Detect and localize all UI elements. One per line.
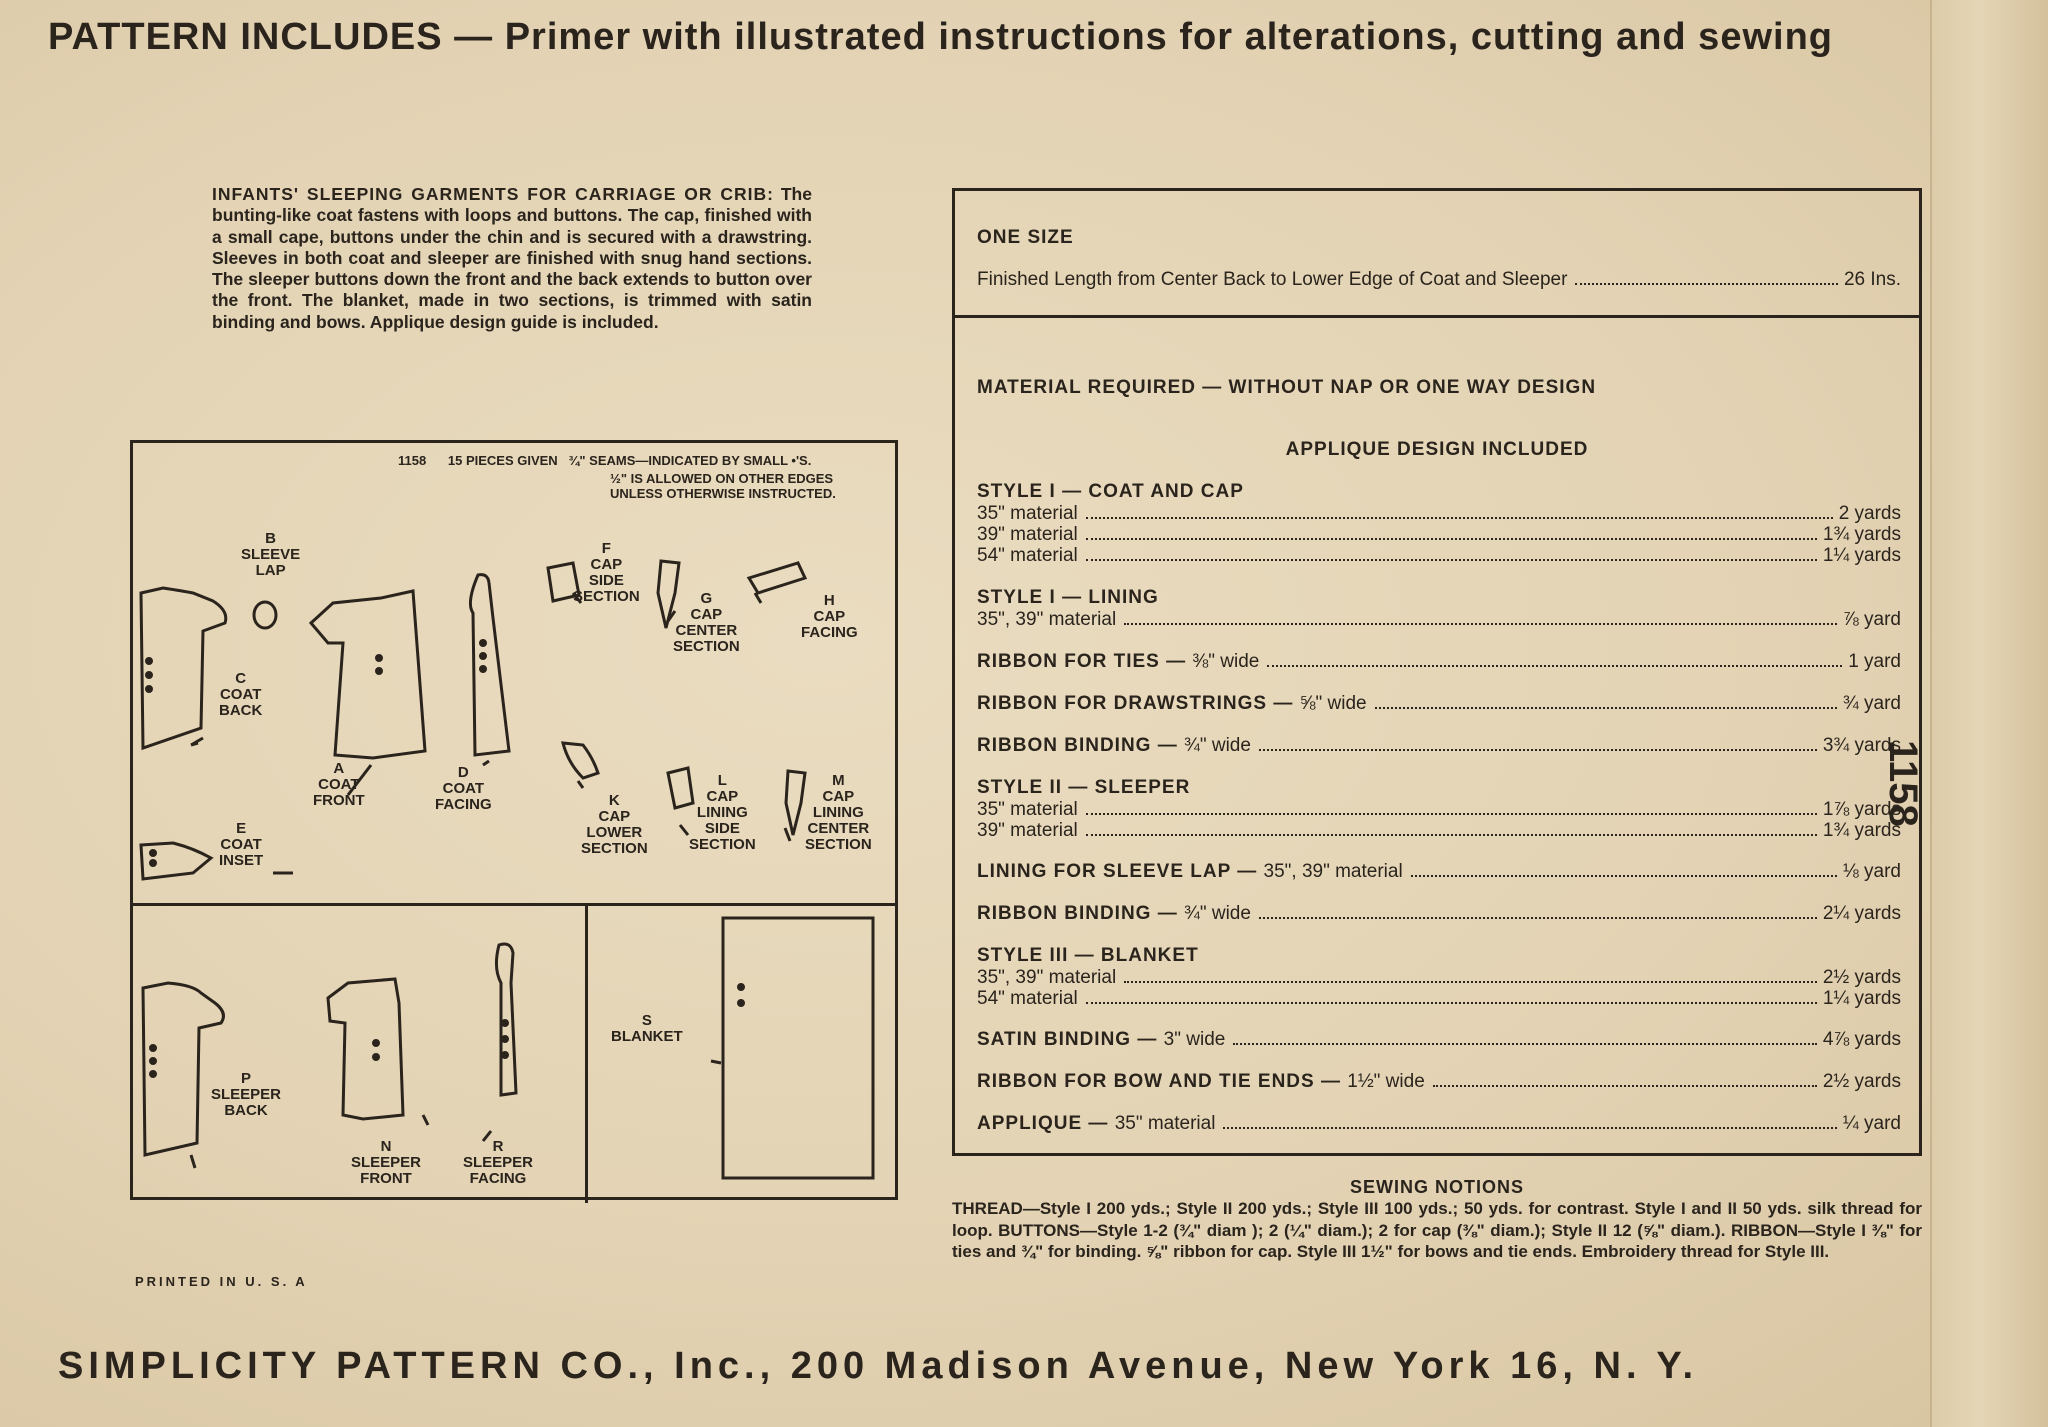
piece-k-label: K CAP LOWER SECTION bbox=[581, 792, 648, 857]
piece-g-label: G CAP CENTER SECTION bbox=[673, 590, 740, 655]
style-1-coat-section bbox=[977, 481, 1901, 566]
piece-b-shape bbox=[254, 602, 276, 628]
piece-d-label: D COAT FACING bbox=[435, 764, 492, 813]
style-3-section bbox=[977, 945, 1901, 1009]
pieces-count: 15 PIECES GIVEN bbox=[447, 453, 558, 468]
sewing-notions-text: THREAD—Style I 200 yds.; Style II 200 yds.; Style III 100 yds.; 50 yds. for contrast. Style I and II 50 yds. silk thread for loop. BUTTONS—Style 1-2 (¾" diam ); 2 (¼" diam.); 2 for cap (⅜" diam.); Style II 12 (⅝" diam.). RIBBON—Style I ⅜" for ties and ¾" for binding. ⅝" ribbon for cap. Style III 1½" for bows and tie ends. Embroidery thread for Style III. bbox=[952, 1199, 1922, 1261]
piece-a-shape bbox=[311, 591, 425, 758]
piece-r-label: R SLEEPER FACING bbox=[463, 1138, 534, 1187]
piece-d-shape bbox=[470, 575, 509, 755]
style-3-title: STYLE III — BLANKET bbox=[977, 945, 1199, 966]
material-row: 54" material 1¼ yards bbox=[977, 545, 1901, 566]
seam-note: ¾" SEAMS—INDICATED BY SMALL •'S. bbox=[568, 453, 812, 468]
satin-binding-row: SATIN BINDING — 3" wide 4⅞ yards bbox=[977, 1029, 1901, 1050]
piece-m-label: M CAP LINING CENTER SECTION bbox=[805, 772, 872, 853]
piece-e-label: E COAT INSET bbox=[219, 820, 264, 869]
piece-p-shape bbox=[143, 983, 223, 1155]
piece-h-label: H CAP FACING bbox=[801, 592, 858, 641]
style-2-title: STYLE II — SLEEPER bbox=[977, 777, 1191, 798]
ribbon-binding-row-2: RIBBON BINDING — ¾" wide 2¼ yards bbox=[977, 903, 1901, 924]
description-lead: INFANTS' SLEEPING GARMENTS FOR CARRIAGE OR CRIB: bbox=[212, 184, 774, 204]
piece-s-label: S BLANKET bbox=[611, 1012, 683, 1045]
finished-length-value: 26 Ins. bbox=[1843, 269, 1901, 290]
piece-n-label: N SLEEPER FRONT bbox=[351, 1138, 422, 1187]
pattern-pieces-diagram bbox=[130, 440, 898, 1200]
ribbon-ties-row: RIBBON FOR TIES — ⅜" wide 1 yard bbox=[977, 651, 1901, 672]
piece-l-label: L CAP LINING SIDE SECTION bbox=[689, 772, 756, 853]
piece-n-shape bbox=[328, 979, 403, 1119]
piece-a-label: A COAT FRONT bbox=[313, 760, 365, 809]
side-pattern-number: 1158 bbox=[1881, 740, 1925, 827]
sewing-notions-title: SEWING NOTIONS bbox=[1349, 1177, 1524, 1197]
description-body: The bunting-like coat fastens with loops and buttons. The cap, finished with a small cape, buttons under the chin and is secured with a drawstring. Sleeves in both coat and sleeper are finished with snug hand sections. The sleeper buttons down the front and the back extends to button over the front. The blanket, made in two sections, is trimmed with satin binding and bows. Applique design guide is included. bbox=[212, 184, 812, 332]
material-row: 35" material 1⅞ yards bbox=[977, 799, 1901, 820]
material-table bbox=[952, 188, 1922, 1156]
material-row: 54" material 1¼ yards bbox=[977, 988, 1901, 1009]
piece-m-shape bbox=[786, 771, 805, 835]
ribbon-binding-row-1: RIBBON BINDING — ¾" wide 3¾ yards bbox=[977, 735, 1901, 756]
pattern-number: 1158 bbox=[398, 453, 427, 468]
table-divider bbox=[955, 315, 1919, 318]
lining-sleeve-lap-row: LINING FOR SLEEVE LAP — 35", 39" material ⅛ yard bbox=[977, 861, 1901, 882]
ribbon-drawstrings-row: RIBBON FOR DRAWSTRINGS — ⅝" wide ¾ yard bbox=[977, 693, 1901, 714]
piece-f-label: F CAP SIDE SECTION bbox=[573, 540, 640, 605]
piece-s-shape bbox=[723, 918, 873, 1178]
material-row: 39" material 1¾ yards bbox=[977, 820, 1901, 841]
finished-length-row bbox=[977, 269, 1901, 291]
piece-h-shape bbox=[749, 563, 805, 593]
material-required-title: MATERIAL REQUIRED — WITHOUT NAP OR ONE WAY DESIGN bbox=[977, 377, 1597, 398]
material-row: 39" material 1¾ yards bbox=[977, 524, 1901, 545]
material-row: 35", 39" material 2½ yards bbox=[977, 967, 1901, 988]
piece-c-shape bbox=[141, 588, 226, 748]
company-footer: SIMPLICITY PATTERN CO., Inc., 200 Madison Avenue, New York 16, N. Y. bbox=[58, 1345, 1699, 1387]
allowance-line-1: ½" IS ALLOWED ON OTHER EDGES bbox=[610, 471, 834, 486]
piece-b-label: B SLEEVE LAP bbox=[241, 530, 301, 579]
piece-c-label: C COAT BACK bbox=[219, 670, 263, 719]
style-2-section bbox=[977, 777, 1901, 841]
piece-k-shape bbox=[563, 743, 598, 778]
printed-in-usa: PRINTED IN U. S. A bbox=[135, 1274, 308, 1289]
garment-description bbox=[212, 184, 812, 333]
piece-p-label: P SLEEPER BACK bbox=[211, 1070, 282, 1119]
one-size-title: ONE SIZE bbox=[977, 227, 1074, 248]
allowance-line-2: UNLESS OTHERWISE INSTRUCTED. bbox=[610, 486, 836, 501]
material-row: 35" material 2 yards bbox=[977, 503, 1901, 524]
applique-row: APPLIQUE — 35" material ¼ yard bbox=[977, 1113, 1901, 1134]
applique-included-note: APPLIQUE DESIGN INCLUDED bbox=[1285, 439, 1589, 460]
envelope-flap bbox=[1930, 0, 2048, 1427]
style-1-lining-title: STYLE I — LINING bbox=[977, 587, 1159, 608]
header-title: PATTERN INCLUDES — Primer with illustrated instructions for alterations, cutting and sewing bbox=[48, 16, 1833, 58]
style-1-lining-section bbox=[977, 587, 1901, 630]
ribbon-bow-row: RIBBON FOR BOW AND TIE ENDS — 1½" wide 2½ yards bbox=[977, 1071, 1901, 1092]
finished-length-label: Finished Length from Center Back to Lower Edge of Coat and Sleeper bbox=[977, 269, 1568, 290]
style-1-coat-title: STYLE I — COAT AND CAP bbox=[977, 481, 1244, 502]
material-row: 35", 39" material ⅞ yard bbox=[977, 609, 1901, 630]
